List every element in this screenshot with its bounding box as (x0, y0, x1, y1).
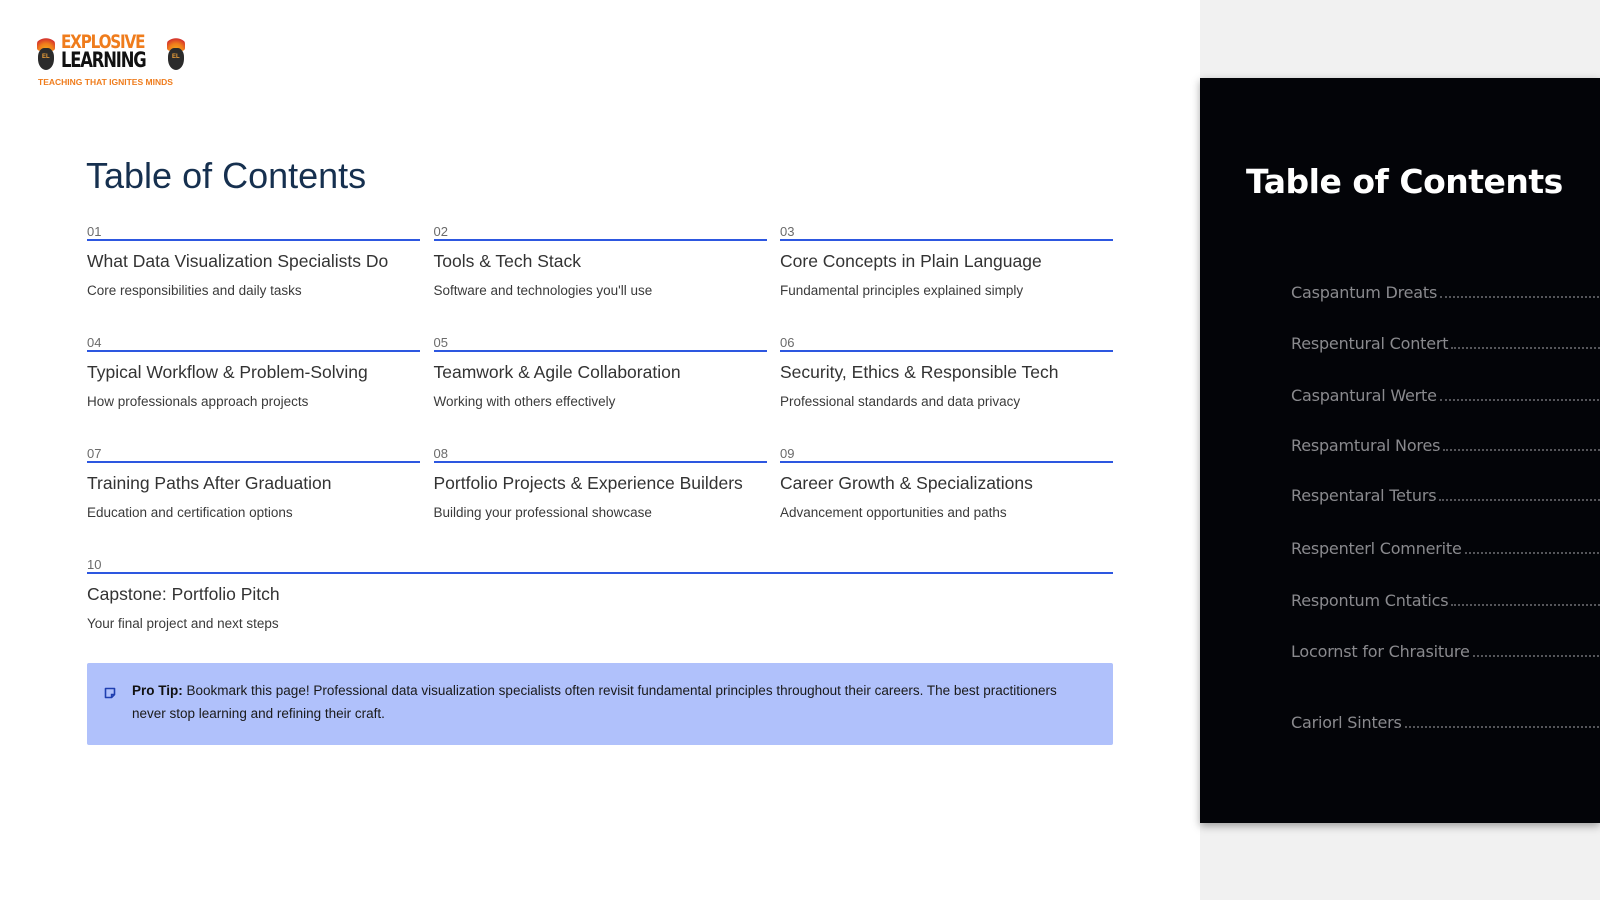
preview-entry: Respontum Cntatics (1291, 591, 1600, 610)
toc-number: 06 (780, 333, 1113, 352)
logo-line-1: EXPLOSIVE (61, 31, 145, 53)
preview-entry: Caspantural Werte (1291, 386, 1600, 405)
toc-item-06[interactable] (780, 333, 1113, 444)
preview-entry: Respentaral Teturs (1291, 486, 1600, 505)
dot-leader (1439, 499, 1600, 501)
toc-item-08[interactable] (434, 444, 767, 555)
toc-title: Training Paths After Graduation (87, 473, 332, 493)
preview-entry: Cariorl Sinters (1291, 713, 1600, 732)
toc-description: Building your professional showcase (433, 505, 652, 520)
toc-description: Advancement opportunities and paths (780, 505, 1007, 520)
logo-tagline: TEACHING THAT IGNITES MINDS (38, 77, 173, 87)
dot-leader (1465, 552, 1600, 554)
toc-title: Teamwork & Agile Collaboration (433, 362, 681, 382)
toc-description: Professional standards and data privacy (780, 394, 1021, 409)
toc-title: Career Growth & Specializations (780, 473, 1033, 493)
toc-title: Security, Ethics & Responsible Tech (780, 362, 1059, 382)
preview-entry: Caspantum Dreats (1291, 283, 1600, 302)
pro-tip-text (132, 680, 1093, 725)
toc-number: 01 (87, 222, 420, 241)
toc-item-01[interactable] (87, 222, 420, 333)
preview-entry: Respenterl Comnerite (1291, 539, 1600, 558)
toc-description: Education and certification options (87, 505, 293, 520)
toc-item-05[interactable] (434, 333, 767, 444)
toc-title: What Data Visualization Specialists Do (87, 251, 389, 271)
toc-item-10[interactable] (87, 555, 1113, 666)
dot-leader (1443, 449, 1600, 451)
toc-title: Capstone: Portfolio Pitch (87, 584, 280, 604)
toc-number: 07 (87, 444, 420, 463)
preview-entry: Respamtural Nores (1291, 436, 1600, 455)
toc-description: How professionals approach projects (87, 394, 309, 409)
toc-item-02[interactable] (434, 222, 767, 333)
pro-tip-body: Bookmark this page! Professional data visualization specialists often revisit fundamental principles throughout their careers. The best practitioners never stop learning and refining their craft. (132, 683, 1057, 721)
logo-head-icon: EL (166, 37, 186, 71)
toc-number: 10 (87, 555, 1113, 574)
brand-logo (36, 33, 188, 89)
toc-number: 04 (87, 333, 420, 352)
page-title: Table of Contents (86, 155, 367, 196)
logo-head-icon: EL (36, 37, 56, 71)
slide-preview-panel (1200, 78, 1600, 823)
toc-description: Core responsibilities and daily tasks (87, 283, 302, 298)
toc-item-04[interactable] (87, 333, 420, 444)
pro-tip-label: Pro Tip: (132, 683, 183, 698)
toc-number: 05 (434, 333, 767, 352)
toc-number: 08 (434, 444, 767, 463)
preview-entry: Locornst for Chrasiture (1291, 642, 1600, 661)
toc-description: Software and technologies you'll use (433, 283, 653, 298)
dot-leader (1405, 726, 1600, 728)
toc-description: Your final project and next steps (87, 616, 279, 631)
toc-description: Fundamental principles explained simply (780, 283, 1024, 298)
preview-entry: Respentural Contert (1291, 334, 1600, 353)
toc-title: Tools & Tech Stack (433, 251, 582, 271)
toc-item-09[interactable] (780, 444, 1113, 555)
dot-leader (1473, 655, 1600, 657)
toc-number: 02 (434, 222, 767, 241)
dot-leader (1451, 604, 1600, 606)
sticky-note-icon (104, 687, 116, 699)
toc-title: Core Concepts in Plain Language (780, 251, 1042, 271)
toc-grid (87, 222, 1113, 666)
preview-title: Table of Contents (1246, 162, 1563, 201)
logo-line-2: LEARNING (61, 48, 146, 72)
toc-item-03[interactable] (780, 222, 1113, 333)
toc-title: Typical Workflow & Problem-Solving (87, 362, 368, 382)
toc-title: Portfolio Projects & Experience Builders (433, 473, 743, 493)
dot-leader (1440, 296, 1600, 298)
dot-leader (1440, 399, 1600, 401)
dot-leader (1451, 347, 1600, 349)
toc-number: 09 (780, 444, 1113, 463)
toc-number: 03 (780, 222, 1113, 241)
toc-item-07[interactable] (87, 444, 420, 555)
toc-description: Working with others effectively (433, 394, 616, 409)
pro-tip-callout (87, 663, 1113, 745)
